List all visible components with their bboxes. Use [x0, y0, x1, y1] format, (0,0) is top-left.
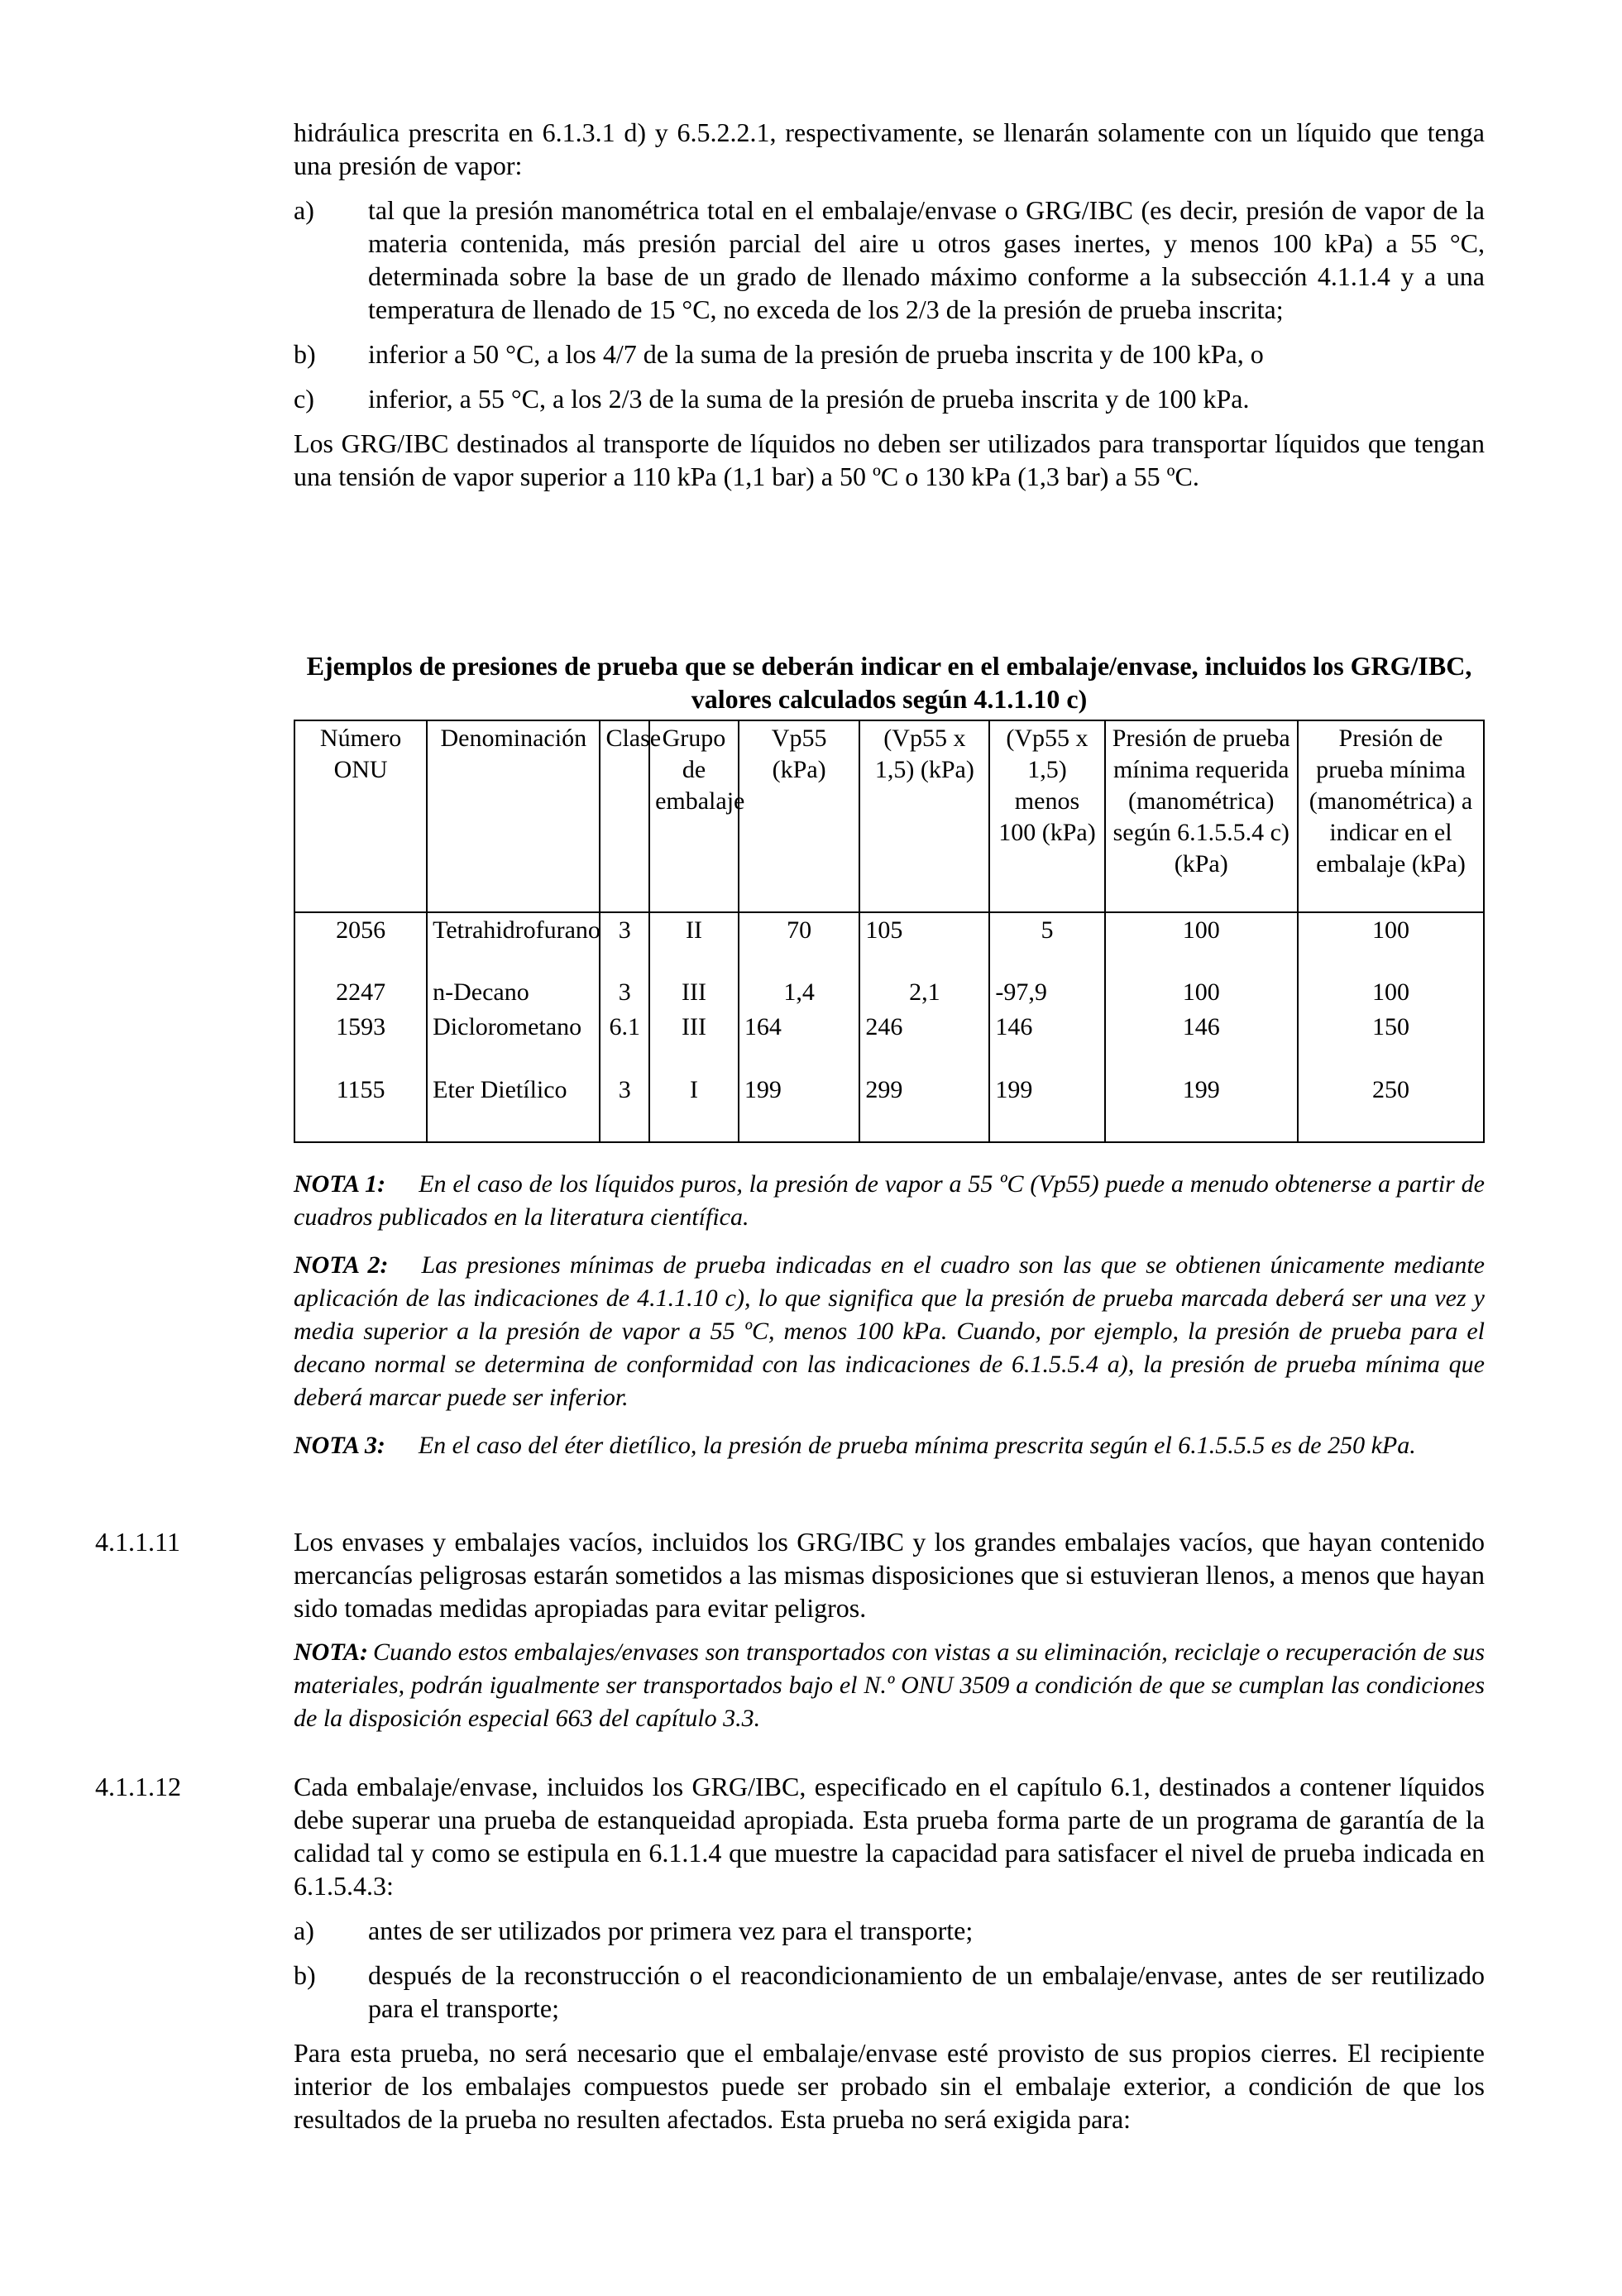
- table-cell: Tetrahidrofurano: [427, 912, 600, 975]
- note-label: NOTA:: [294, 1638, 368, 1666]
- table-cell: 150: [1298, 1010, 1484, 1073]
- notes-block: [294, 1168, 1485, 1462]
- table-cell: 199: [739, 1073, 860, 1142]
- section-closing: Para esta prueba, no será necesario que el embalaje/envase esté provisto de sus propios cierres. El recipiente interior de los embalajes compuestos puede ser probado sin el embalaje exterior, a condición de que los resultados de la prueba no resulten afectados. Esta prueba no será exigida para:: [294, 2038, 1485, 2134]
- table-cell: -97,9: [989, 975, 1104, 1010]
- note-3: [294, 1429, 1485, 1462]
- list-text: antes de ser utilizados por primera vez para el transporte;: [368, 1916, 974, 1945]
- table-cell: 246: [859, 1010, 989, 1073]
- list-label: a): [294, 1916, 314, 1945]
- table-cell: 2247: [294, 975, 427, 1010]
- table-row: [294, 1073, 1484, 1142]
- note-label: NOTA 1:: [294, 1170, 386, 1198]
- intro-line: hidráulica prescrita en 6.1.3.1 d) y 6.5.2.2.1, respectivamente, se llenarán solamente con un líquido que tenga una presión de vapor:: [294, 117, 1485, 180]
- table-cell: 3: [600, 912, 649, 975]
- note-label: NOTA 3:: [294, 1432, 385, 1459]
- table-cell: 3: [600, 975, 649, 1010]
- list-label: c): [294, 384, 314, 414]
- section-text: Los envases y embalajes vacíos, incluidos los GRG/IBC y los grandes embalajes vacíos, que hayan contenido mercancías peligrosas estarán sometidos a las mismas disposiciones que si estuvieran llenos, a menos que hayan sido tomadas medidas apropiadas para evitar peligros.: [294, 1527, 1485, 1623]
- list-item-c: [294, 382, 1485, 415]
- table-cell: 2056: [294, 912, 427, 975]
- col-header-un-number: Número ONU: [294, 720, 427, 912]
- table-cell: 100: [1298, 912, 1484, 975]
- section-number: 4.1.1.11: [95, 1527, 180, 1557]
- note-label: NOTA 2:: [294, 1251, 389, 1279]
- table-cell: 1,4: [739, 975, 860, 1010]
- table-cell: 100: [1105, 975, 1298, 1010]
- table-cell: 5: [989, 912, 1104, 975]
- col-header-packing-group: Grupo de embalaje: [649, 720, 739, 912]
- table-cell: 250: [1298, 1073, 1484, 1142]
- table-row: [294, 912, 1484, 975]
- table-cell: 1593: [294, 1010, 427, 1073]
- col-header-vp55-minus100: (Vp55 x 1,5) menos 100 (kPa): [989, 720, 1104, 912]
- list-label: b): [294, 1960, 316, 1990]
- list-item-b: [294, 1959, 1485, 2025]
- table-cell: 70: [739, 912, 860, 975]
- table-cell: 100: [1298, 975, 1484, 1010]
- col-header-vp55: Vp55 (kPa): [739, 720, 860, 912]
- note-text: Cuando estos embalajes/envases son transportados con vistas a su eliminación, reciclaje o recuperación de sus materiales, podrán igualmente ser transportados bajo el N.º ONU 3509 a condición de que se cumplan las condiciones de la disposición especial 663 del capítulo 3.3.: [294, 1638, 1485, 1732]
- table-row: [294, 1010, 1484, 1073]
- pressure-table-wrap: [294, 720, 1485, 1143]
- note-1: [294, 1168, 1485, 1234]
- table-cell: Eter Dietílico: [427, 1073, 600, 1142]
- section-4-1-1-12: [294, 1770, 1485, 2136]
- table-cell: III: [649, 1010, 739, 1073]
- list-item-b: [294, 337, 1485, 371]
- pressure-table: [294, 720, 1485, 1143]
- note-text: En el caso de los líquidos puros, la presión de vapor a 55 ºC (Vp55) puede a menudo obtenerse a partir de cuadros publicados en la literatura científica.: [294, 1170, 1485, 1231]
- table-cell: 199: [989, 1073, 1104, 1142]
- section-number: 4.1.1.12: [95, 1772, 181, 1801]
- list-item-a: [294, 194, 1485, 326]
- table-cell: 164: [739, 1010, 860, 1073]
- list-item-a: [294, 1914, 1485, 1947]
- section-text: Cada embalaje/envase, incluidos los GRG/IBC, especificado en el capítulo 6.1, destinados a contener líquidos debe superar una prueba de estanqueidad apropiada. Esta prueba forma parte de un programa de garantía de la calidad tal y como se estipula en 6.1.1.4 que muestre la capacidad para satisfacer el nivel de prueba indicada en 6.1.5.4.3:: [294, 1772, 1485, 1901]
- section-4-1-1-11: [294, 1525, 1485, 1735]
- table-cell: 100: [1105, 912, 1298, 975]
- col-header-vp55-x15: (Vp55 x 1,5) (kPa): [859, 720, 989, 912]
- intro-block: [294, 116, 1485, 493]
- list-text: después de la reconstrucción o el reacondicionamiento de un embalaje/envase, antes de ser reutilizado para el transporte;: [368, 1960, 1485, 2023]
- table-cell: 105: [859, 912, 989, 975]
- col-header-class: Clase: [600, 720, 649, 912]
- table-cell: II: [649, 912, 739, 975]
- table-cell: n-Decano: [427, 975, 600, 1010]
- list-text: tal que la presión manométrica total en el embalaje/envase o GRG/IBC (es decir, presión de vapor de la materia contenida, más presión parcial del aire u otros gases inertes, y menos 100 kPa) a 55 °C, determinada sobre la base de un grado de llenado máximo conforme a la subsección 4.1.1.4 y a una temperatura de llenado de 15 °C, no exceda de los 2/3 de la presión de prueba inscrita;: [368, 195, 1485, 324]
- table-row: [294, 975, 1484, 1010]
- table-cell: I: [649, 1073, 739, 1142]
- intro-closing: Los GRG/IBC destinados al transporte de líquidos no deben ser utilizados para transportar líquidos que tengan una tensión de vapor superior a 110 kPa (1,1 bar) a 50 ºC o 130 kPa (1,3 bar) a 55 ºC.: [294, 428, 1485, 491]
- table-cell: 146: [1105, 1010, 1298, 1073]
- list-label: b): [294, 339, 316, 369]
- table-title: Ejemplos de presiones de prueba que se deberán indicar en el embalaje/envase, incluidos los GRG/IBC, valores calculados según 4.1.1.10 c): [306, 651, 1472, 714]
- note-text: Las presiones mínimas de prueba indicadas en el cuadro son las que se obtienen únicamente mediante aplicación de las indicaciones de 4.1.1.10 c), lo que significa que la presión de prueba marcada deberá ser una vez y media superior a la presión de vapor a 55 ºC, menos 100 kPa. Cuando, por ejemplo, la presión de prueba para el decano normal se determina de conformidad con las indicaciones de 6.1.5.5.4 a), la presión de prueba mínima que deberá marcar puede ser inferior.: [294, 1251, 1485, 1411]
- section-note: [294, 1636, 1485, 1735]
- list-text: inferior, a 55 °C, a los 2/3 de la suma de la presión de prueba inscrita y de 100 kPa.: [368, 384, 1250, 414]
- col-header-min-required: Presión de prueba mínima requerida (manométrica) según 6.1.5.5.4 c) (kPa): [1105, 720, 1298, 912]
- table-cell: 6.1: [600, 1010, 649, 1073]
- table-cell: Diclorometano: [427, 1010, 600, 1073]
- table-title-block: [294, 649, 1485, 715]
- note-2: [294, 1249, 1485, 1414]
- list-text: inferior a 50 °C, a los 4/7 de la suma de la presión de prueba inscrita y de 100 kPa, o: [368, 339, 1264, 369]
- note-text: En el caso del éter dietílico, la presión de prueba mínima prescrita según el 6.1.5.5.5 es de 250 kPa.: [418, 1432, 1416, 1459]
- table-cell: 299: [859, 1073, 989, 1142]
- col-header-min-marked: Presión de prueba mínima (manométrica) a indicar en el embalaje (kPa): [1298, 720, 1484, 912]
- table-cell: 199: [1105, 1073, 1298, 1142]
- list-label: a): [294, 195, 314, 225]
- col-header-name: Denominación: [427, 720, 600, 912]
- table-cell: 3: [600, 1073, 649, 1142]
- table-cell: 146: [989, 1010, 1104, 1073]
- table-cell: III: [649, 975, 739, 1010]
- table-cell: 2,1: [859, 975, 989, 1010]
- table-cell: 1155: [294, 1073, 427, 1142]
